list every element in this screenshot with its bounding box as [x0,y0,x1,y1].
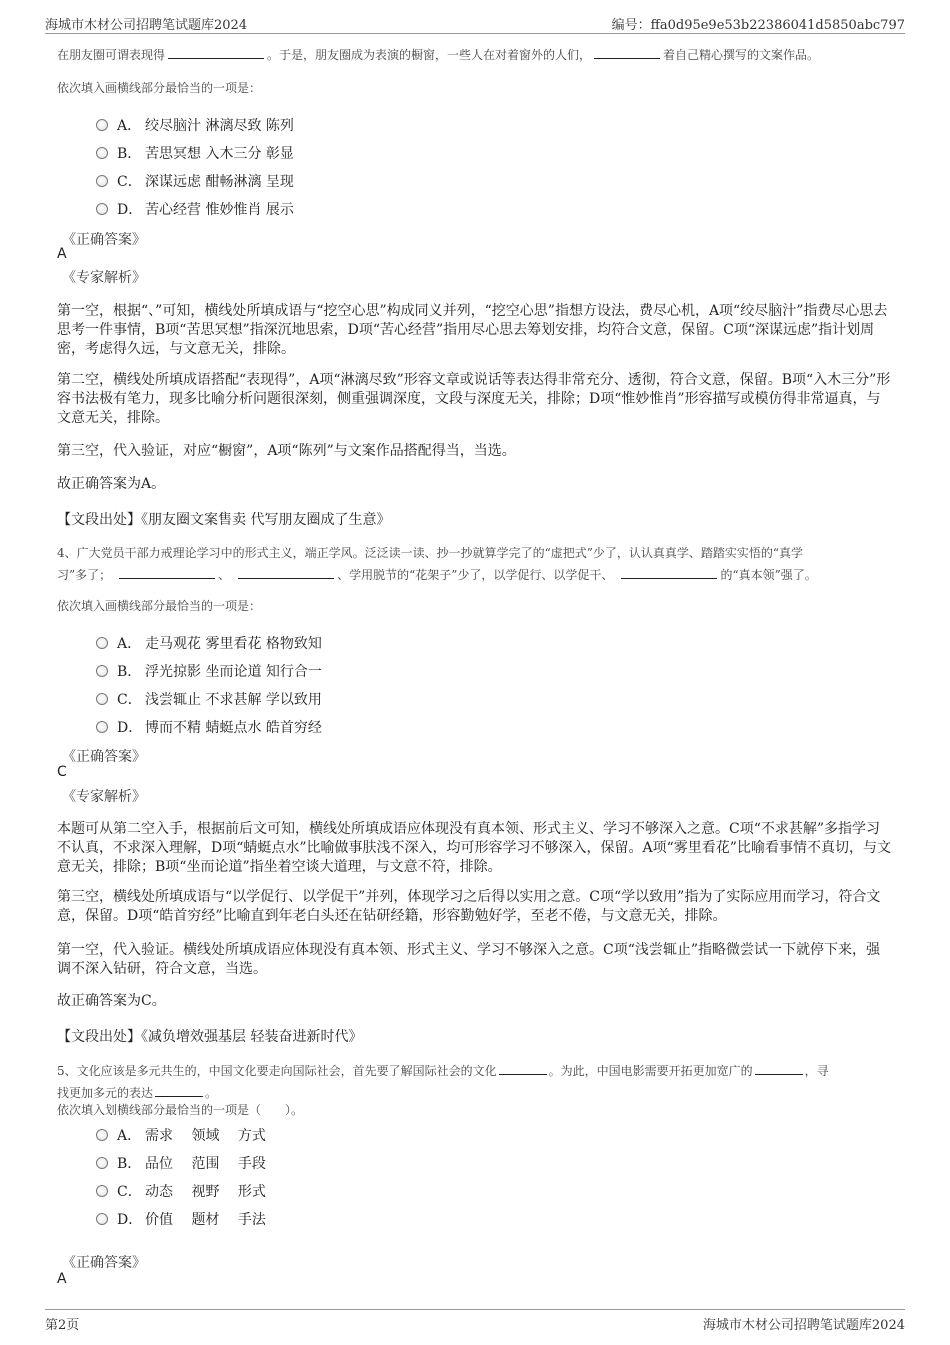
q5-option-b[interactable]: B． 品位 范围 手段 [96,1153,266,1177]
answer-value: C [57,764,67,780]
analysis-conclusion: 故正确答案为C。 [57,993,166,1009]
radio-icon[interactable] [96,721,108,733]
q4-option-a[interactable]: A． 走马观花 雾里看花 格物致知 [96,633,322,657]
blank-2 [594,44,660,59]
radio-icon[interactable] [96,147,108,159]
header-doc-code: 编号：ffa0d95e9e53b22386041d5850abc797 [611,18,905,33]
page-header [45,13,905,34]
header-title: 海城市木材公司招聘笔试题库2024 [45,18,248,33]
q3-option-d[interactable]: D． 苦心经营 惟妙惟肖 展示 [96,199,294,223]
q5-option-a[interactable]: A． 需求 领域 方式 [96,1125,266,1149]
question-5-prompt: 依次填入划横线部分最恰当的一项是（ ）。 [57,1103,304,1117]
radio-icon[interactable] [96,203,108,215]
radio-icon[interactable] [96,1157,108,1169]
answer-value: A [57,246,67,262]
answer-value: A [57,1271,67,1287]
q3-option-b[interactable]: B． 苦思冥想 入木三分 彰显 [96,143,294,167]
question-5-stem: 5、文化应该是多元共生的，中国文化要走向国际社会，首先要了解国际社会的文化 。为此，中国电影需要开拓更加宽广的 ，寻 找更加多元的表达 。 [57,1060,897,1104]
radio-icon[interactable] [96,1129,108,1141]
q3-option-c[interactable]: C． 深谋远虑 酣畅淋漓 呈现 [96,171,294,195]
analysis-paragraph: 本题可从第二空入手，根据前后文可知，横线处所填成语应体现没有真本领、形式主义、学习不够深入之意。C项“不求甚解”多指学习不认真，不求深入理解，D项“蜻蜓点水”比喻做事肤浅不深入，均可形容学习不够深入，保留。A项“雾里看花”比喻看事情不真切，与文意无关，排除；B项“坐而论道”指坐着空谈大道理，与文意不符，排除。 [57,821,891,875]
q4-option-b[interactable]: B． 浮光掠影 坐而论道 知行合一 [96,661,322,685]
page-number: 第2页 [45,1318,80,1333]
radio-icon[interactable] [96,693,108,705]
radio-icon[interactable] [96,175,108,187]
radio-icon[interactable] [96,637,108,649]
question-4-stem: 4、广大党员干部力戒理论学习中的形式主义，端正学风。泛泛读一读、抄一抄就算学完了的“虚把式”少了，认认真真学、踏踏实实悟的“真学 习”多了； 、 、学用脱节的“花架子”少了，以学促行、以学促干、 的“真本领”强了。 [57,546,817,582]
blank-3 [621,564,717,579]
answer-label: 《正确答案》 [62,232,146,248]
blank-3 [155,1082,203,1097]
radio-icon[interactable] [96,119,108,131]
blank-1 [499,1060,547,1075]
answer-label: 《正确答案》 [62,1255,146,1271]
q4-option-d[interactable]: D． 博而不精 蜻蜓点水 皓首穷经 [96,717,322,741]
q5-option-d[interactable]: D． 价值 题材 手法 [96,1209,266,1233]
q5-option-c[interactable]: C． 动态 视野 形式 [96,1181,266,1205]
analysis-paragraph: 第一空，根据“、”可知，横线处所填成语与“挖空心思”构成同义并列，“挖空心思”指想方设法，费尽心机，A项“绞尽脑汁”指费尽心思去思考一件事情，B项“苦思冥想”指深沉地思索，D项“苦心经营”指用尽心思去筹划安排，均符合文意，保留。C项“深谋远虑”指计划周密，考虑得久远，与文意无关，排除。 [57,303,888,357]
blank-2 [755,1060,803,1075]
q3-option-a[interactable]: A． 绞尽脑汁 淋漓尽致 陈列 [96,115,294,139]
page-footer [45,1309,905,1332]
analysis-paragraph: 第二空，横线处所填成语搭配“表现得”，A项“淋漓尽致”形容文章或说话等表达得非常充分、透彻，符合文意，保留。B项“入木三分”形容书法极有笔力，现多比喻分析问题很深刻，侧重强调深度，文段与深度无关，排除；D项“惟妙惟肖”形容描写或模仿得非常逼真，与文意无关，排除。 [57,372,891,426]
analysis-label: 《专家解析》 [62,789,146,805]
footer-title: 海城市木材公司招聘笔试题库2024 [702,1318,905,1333]
radio-icon[interactable] [96,1185,108,1197]
analysis-label: 《专家解析》 [62,270,146,286]
question-3-prompt: 依次填入画横线部分最恰当的一项是： [57,81,262,95]
radio-icon[interactable] [96,665,108,677]
radio-icon[interactable] [96,1213,108,1225]
source-citation: 【文段出处】《减负增效强基层 轻装奋进新时代》 [57,1029,363,1045]
analysis-paragraph: 第一空，代入验证。横线处所填成语应体现没有真本领、形式主义、学习不够深入之意。C项“浅尝辄止”指略微尝试一下就停下来，强调不深入钻研，符合文意，当选。 [57,942,881,977]
question-3-stem: 在朋友圈可谓表现得 。于是，朋友圈成为表演的橱窗，一些人在对着窗外的人们， 着自己精心撰写的文案作品。 [57,44,897,66]
analysis-paragraph: 第三空，横线处所填成语与“以学促行、以学促干”并列，体现学习之后得以实用之意。C项“学以致用”指为了实际应用而学习，符合文意，保留。D项“皓首穷经”比喻直到年老白头还在钻研经籍，形容勤勉好学，至老不倦，与文意无关，排除。 [57,889,881,924]
source-citation: 【文段出处】《朋友圈文案售卖 代写朋友圈成了生意》 [57,512,391,528]
blank-1 [168,44,264,59]
answer-label: 《正确答案》 [62,749,146,765]
blank-2 [238,564,334,579]
analysis-conclusion: 故正确答案为A。 [57,476,166,492]
q4-option-c[interactable]: C． 浅尝辄止 不求甚解 学以致用 [96,689,322,713]
analysis-paragraph: 第三空，代入验证，对应“橱窗”，A项“陈列”与文案作品搭配得当，当选。 [57,443,516,459]
question-4-prompt: 依次填入画横线部分最恰当的一项是： [57,599,262,613]
blank-1 [119,564,215,579]
